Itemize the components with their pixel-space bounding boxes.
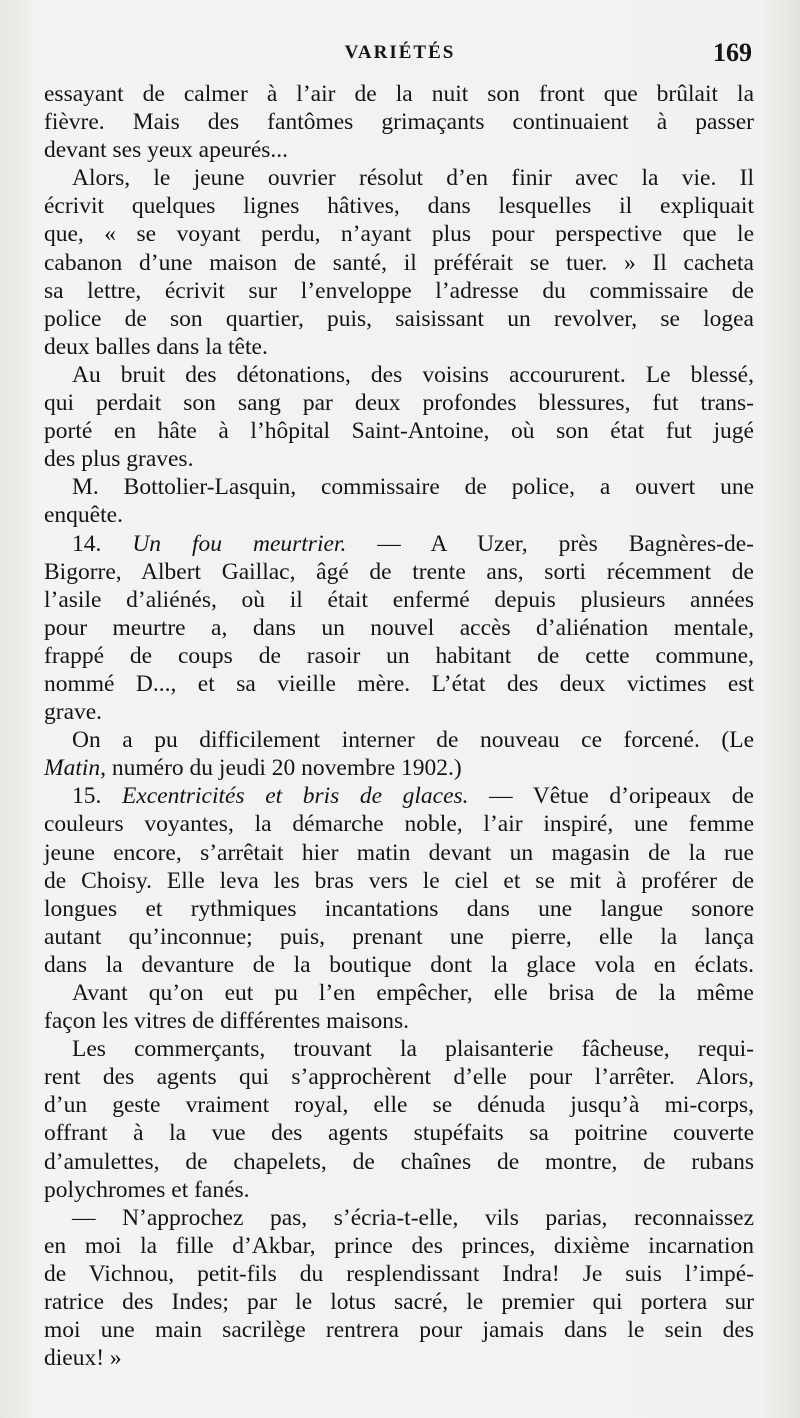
- text-line: [44, 473, 754, 501]
- text-line: [44, 867, 754, 895]
- line-text: porté en hâte à l’hôpital Saint-Antoine, où son état fut jugé: [44, 418, 754, 445]
- text-line: [44, 220, 754, 248]
- line-text: 15.: [72, 783, 122, 810]
- line-text: devant ses yeux apeurés...: [44, 137, 289, 164]
- line-text: dans la devanture de la boutique dont la glace vola en éclats.: [44, 951, 754, 978]
- line-text: jeune encore, s’arrêtait hier matin devant un magasin de la rue: [44, 839, 754, 866]
- line-text: de Choisy. Elle leva les bras vers le ciel et se mit à proférer de: [44, 867, 754, 894]
- text-line: [44, 1035, 754, 1063]
- line-text: nommé D..., et sa vieille mère. L’état des deux victimes est: [44, 670, 754, 697]
- line-text: On a pu difficilement interner de nouveau ce forcené. (Le: [72, 727, 754, 754]
- text-line: [44, 108, 754, 136]
- line-text: polychromes et fanés.: [44, 1176, 250, 1203]
- line-text: que, « se voyant perdu, n’ayant plus pour perspective que le: [44, 221, 754, 248]
- text-line: [44, 726, 754, 754]
- line-text: cabanon d’une maison de santé, il préférait se tuer. » Il cacheta: [44, 249, 754, 276]
- line-text-rest: , numéro du jeudi 20 novembre 1902.): [100, 755, 462, 782]
- text-line: [44, 839, 754, 867]
- text-line: [44, 1316, 754, 1344]
- line-text: Bigorre, Albert Gaillac, âgé de trente ans, sorti récemment de: [44, 558, 754, 585]
- line-text: grave.: [44, 699, 103, 726]
- text-line: [44, 1288, 754, 1316]
- line-text: moi une main sacrilège rentrera pour jamais dans le sein des: [44, 1317, 754, 1344]
- running-title: VARIÉTÉS: [344, 42, 456, 63]
- text-line: [44, 586, 754, 614]
- text-line: [44, 1204, 754, 1232]
- text-line: [44, 642, 754, 670]
- line-text: sa lettre, écrivit sur l’enveloppe l’adresse du commissaire de: [44, 277, 754, 304]
- text-line: [44, 305, 754, 333]
- line-text-rest: — Vêtue d’oripeaux de: [468, 783, 754, 810]
- line-text: essayant de calmer à l’air de la nuit son front que brûlait la: [44, 81, 754, 107]
- text-line: [44, 530, 754, 558]
- text-line: [44, 754, 754, 782]
- line-text: M. Bottolier-Lasquin, commissaire de police, a ouvert une: [72, 474, 754, 501]
- text-line: [44, 979, 754, 1007]
- text-line: [44, 249, 754, 277]
- text-line: [44, 558, 754, 586]
- line-text: en moi la fille d’Akbar, prince des princes, dixième incarnation: [44, 1232, 754, 1259]
- line-text: frappé de coups de rasoir un habitant de cette commune,: [44, 642, 754, 669]
- text-line: [44, 501, 754, 529]
- line-text: l’asile d’aliénés, où il était enfermé depuis plusieurs années: [44, 586, 754, 613]
- line-text: d’un geste vraiment royal, elle se dénuda jusqu’à mi-corps,: [44, 1092, 754, 1119]
- line-text: ratrice des Indes; par le lotus sacré, le premier qui portera sur: [44, 1289, 754, 1316]
- text-line: [44, 361, 754, 389]
- text-line: [44, 923, 754, 951]
- text-line: [44, 1232, 754, 1260]
- text-line: [44, 164, 754, 192]
- line-text: Les commerçants, trouvant la plaisanterie fâcheuse, requi-: [72, 1036, 754, 1063]
- text-line: [44, 192, 754, 220]
- text-line: [44, 333, 754, 361]
- text-line: [44, 614, 754, 642]
- text-line: [44, 1176, 754, 1204]
- text-line: [44, 136, 754, 164]
- running-header: [44, 38, 756, 68]
- line-text: de Vichnou, petit-fils du resplendissant Indra! Je suis l’impé-: [44, 1260, 754, 1287]
- line-italic-text: Matin: [44, 755, 101, 782]
- text-line: [44, 810, 754, 838]
- text-line: [44, 1091, 754, 1119]
- text-line: [44, 417, 754, 445]
- line-text: longues et rythmiques incantations dans une langue sonore: [44, 895, 754, 922]
- line-text: autant qu’inconnue; puis, prenant une pierre, elle la lança: [44, 923, 754, 950]
- line-text: deux balles dans la tête.: [44, 333, 268, 360]
- page-number: 169: [713, 38, 752, 67]
- line-text: dieux! »: [44, 1345, 122, 1372]
- text-line: [44, 1063, 754, 1091]
- body-text: [44, 80, 754, 1372]
- text-line: [44, 1007, 754, 1035]
- line-text: 14.: [72, 530, 133, 557]
- text-line: [44, 1344, 754, 1372]
- line-text: police de son quartier, puis, saisissant un revolver, se logea: [44, 305, 754, 332]
- line-text: pour meurtre a, dans un nouvel accès d’aliénation mentale,: [44, 614, 754, 641]
- text-line: [44, 1260, 754, 1288]
- line-text: rent des agents qui s’approchèrent d’elle pour l’arrêter. Alors,: [44, 1064, 754, 1091]
- text-line: [44, 782, 754, 810]
- line-text: couleurs voyantes, la démarche noble, l’air inspiré, une femme: [44, 811, 754, 838]
- text-line: [44, 1148, 754, 1176]
- text-line: [44, 80, 754, 108]
- line-text: Au bruit des détonations, des voisins accoururent. Le blessé,: [72, 361, 754, 388]
- line-text: enquête.: [44, 502, 123, 529]
- text-line: [44, 445, 754, 473]
- line-text: d’amulettes, de chapelets, de chaînes de montre, de rubans: [44, 1148, 754, 1175]
- text-line: [44, 277, 754, 305]
- text-line: [44, 895, 754, 923]
- line-text: offrant à la vue des agents stupéfaits sa poitrine couverte: [44, 1120, 754, 1147]
- line-text: fièvre. Mais des fantômes grimaçants continuaient à passer: [44, 109, 754, 136]
- line-text-rest: — A Uzer, près Bagnères-de-: [346, 530, 754, 557]
- text-line: [44, 670, 754, 698]
- line-italic-text: Un fou meurtrier.: [132, 530, 347, 557]
- line-text: des plus graves.: [44, 446, 194, 473]
- line-text: qui perdait son sang par deux profondes blessures, fut trans-: [44, 390, 754, 417]
- text-line: [44, 1119, 754, 1147]
- text-line: [44, 951, 754, 979]
- line-text: Alors, le jeune ouvrier résolut d’en finir avec la vie. Il: [72, 165, 754, 192]
- text-line: [44, 698, 754, 726]
- line-italic-text: Excentricités et bris de glaces.: [121, 783, 469, 810]
- line-text: façon les vitres de différentes maisons.: [44, 1008, 410, 1035]
- line-text: Avant qu’on eut pu l’en empêcher, elle brisa de la même: [72, 980, 754, 1006]
- line-text: — N’approchez pas, s’écria-t-elle, vils parias, reconnaissez: [72, 1204, 754, 1231]
- text-line: [44, 389, 754, 417]
- line-text: écrivit quelques lignes hâtives, dans lesquelles il expliquait: [44, 193, 754, 220]
